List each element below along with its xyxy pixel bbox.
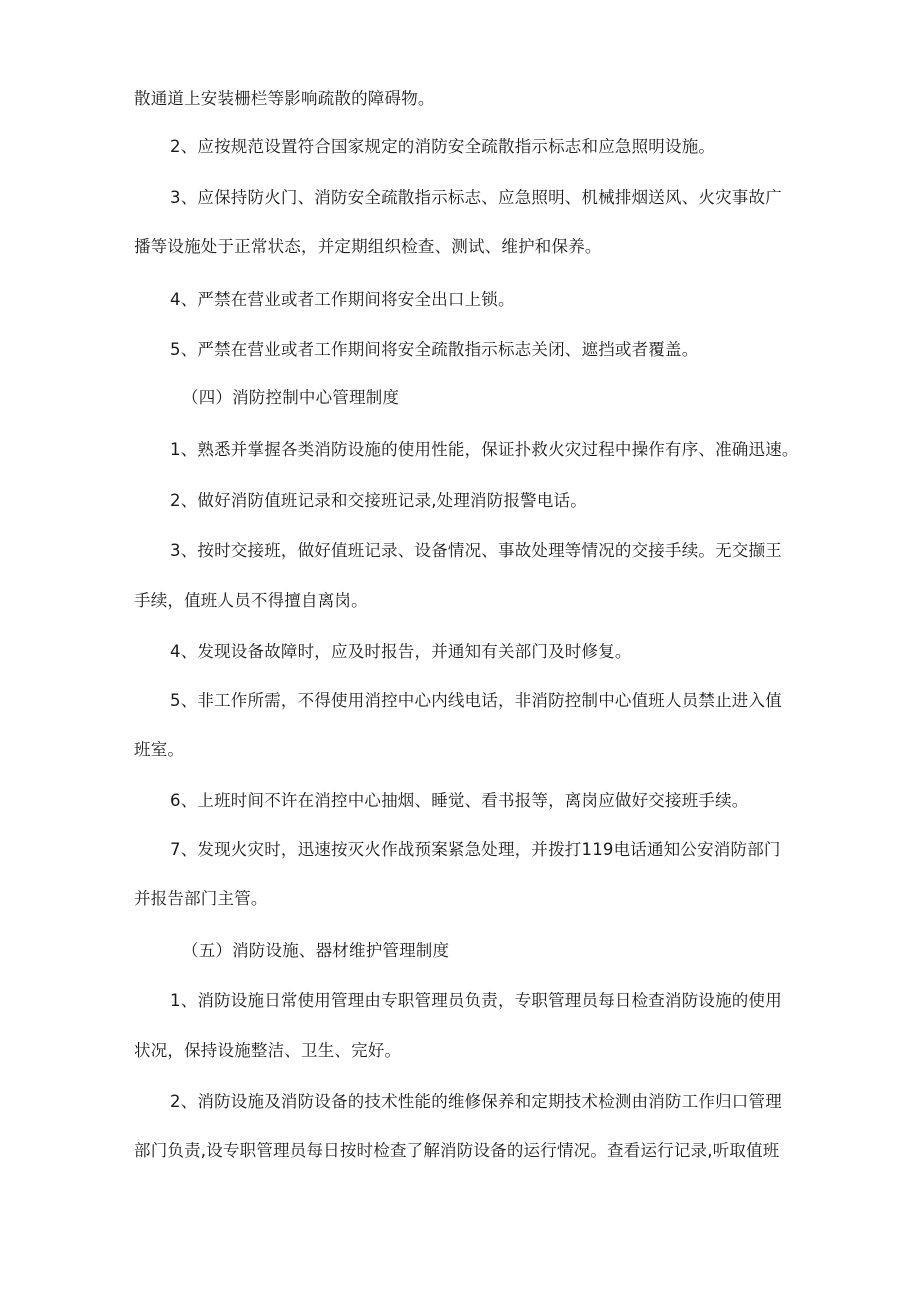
text-line: 3、应保持防火门、消防安全疏散指示标志、应急照明、机械排烟送风、火灾事故广 [170,188,782,207]
text-line: 4、发现设备故障时，应及时报告，并通知有关部门及时修复。 [170,642,632,661]
text-line: 6、上班时间不许在消控中心抽烟、睡觉、看书报等，离岗应做好交接班手续。 [170,791,749,810]
text-line: 部门负责,设专职管理员每日按时检查了解消防设备的运行情况。查看运行记录,听取值班 [134,1141,780,1160]
text-line: 3、按时交接班，做好值班记录、设备情况、事故处理等情况的交接手续。无交撷王 [170,541,782,560]
text-line: 手续，值班人员不得擅自离岗。 [134,591,368,610]
text-line: 5、非工作所需，不得使用消控中心内线电话，非消防控制中心值班人员禁止进入值 [170,691,782,710]
text-line: 4、严禁在营业或者工作期间将安全出口上锁。 [170,290,515,309]
section-heading: （四）消防控制中心管理制度 [182,388,400,407]
text-line: 2、做好消防值班记录和交接班记录,处理消防报警电话。 [170,491,587,510]
text-line: 2、消防设施及消防设备的技术性能的维修保养和定期技术检测由消防工作归口管理 [170,1092,782,1111]
text-line: 7、发现火灾时，迅速按灭火作战预案紧急处理，并拨打119电话通知公安消防部门 [170,840,781,859]
text-line: 5、严禁在营业或者工作期间将安全疏散指示标志关闭、遮挡或者覆盖。 [170,340,699,359]
text-line: 散通道上安装栅栏等影响疏散的障碍物。 [134,89,435,108]
text-line: 2、应按规范设置符合国家规定的消防安全疏散指示标志和应急照明设施。 [170,137,716,156]
text-line: 班室。 [134,740,185,759]
text-line: 播等设施处于正常状态，并定期组织检查、测试、维护和保养。 [134,237,602,256]
text-line: 1、熟悉并掌握各类消防设施的使用性能，保证扑救火灾过程中操作有序、准确迅速。 [170,440,799,459]
text-line: 1、消防设施日常使用管理由专职管理员负责，专职管理员每日检查消防设施的使用 [170,991,782,1010]
text-line: 并报告部门主管。 [134,889,268,908]
section-heading: （五）消防设施、器材维护管理制度 [182,941,450,960]
text-line: 状况，保持设施整洁、卫生、完好。 [134,1041,402,1060]
